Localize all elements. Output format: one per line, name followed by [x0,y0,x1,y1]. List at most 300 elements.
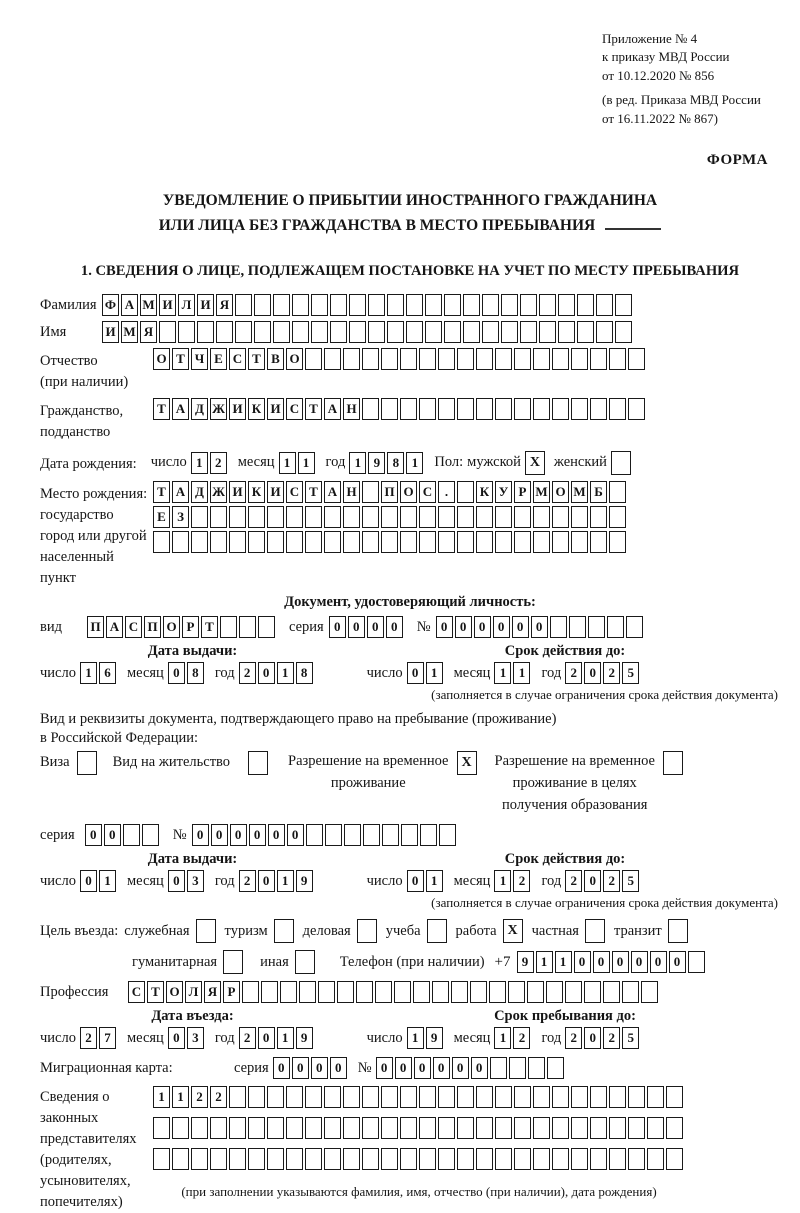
char-cell[interactable] [501,321,518,343]
char-cell[interactable] [603,981,620,1003]
char-cell[interactable] [286,531,303,553]
char-cell[interactable] [381,531,398,553]
char-cell[interactable]: 0 [249,824,266,846]
char-cell[interactable] [628,398,645,420]
char-cell[interactable]: М [121,321,138,343]
char-cell[interactable] [343,1086,360,1108]
char-cell[interactable] [292,321,309,343]
char-cell[interactable]: 0 [211,824,228,846]
char-cell[interactable] [362,531,379,553]
char-cell[interactable] [514,531,531,553]
char-cell[interactable]: 0 [650,951,667,973]
char-cell[interactable] [547,1057,564,1079]
char-cell[interactable] [254,321,271,343]
char-cell[interactable] [647,1148,664,1170]
char-cell[interactable] [305,1086,322,1108]
char-cell[interactable]: 1 [494,1027,511,1049]
char-cell[interactable] [590,1086,607,1108]
char-cell[interactable] [305,348,322,370]
char-cell[interactable]: 0 [104,824,121,846]
char-cell[interactable] [533,348,550,370]
char-cell[interactable] [539,321,556,343]
char-cell[interactable] [267,1148,284,1170]
char-cell[interactable] [311,294,328,316]
char-cell[interactable]: 0 [80,870,97,892]
char-cell[interactable]: 2 [565,662,582,684]
char-cell[interactable]: Б [590,481,607,503]
char-cell[interactable]: 0 [376,1057,393,1079]
char-cell[interactable] [419,1117,436,1139]
char-cell[interactable] [325,824,342,846]
char-cell[interactable]: 0 [268,824,285,846]
char-cell[interactable]: 0 [531,616,548,638]
char-cell[interactable] [457,1086,474,1108]
temp-permit-checkbox[interactable]: X [457,751,477,775]
char-cell[interactable] [626,616,643,638]
char-cell[interactable]: О [153,348,170,370]
char-cell[interactable]: 0 [414,1057,431,1079]
char-cell[interactable] [527,981,544,1003]
char-cell[interactable] [324,1117,341,1139]
char-cell[interactable]: 2 [239,1027,256,1049]
char-cell[interactable] [419,1148,436,1170]
char-cell[interactable]: 2 [513,1027,530,1049]
char-cell[interactable]: 0 [258,1027,275,1049]
char-cell[interactable]: 5 [622,662,639,684]
char-cell[interactable] [153,1117,170,1139]
char-cell[interactable]: 2 [565,870,582,892]
char-cell[interactable] [229,531,246,553]
char-cell[interactable] [457,1148,474,1170]
char-cell[interactable] [172,1117,189,1139]
char-cell[interactable] [508,981,525,1003]
char-cell[interactable] [305,1117,322,1139]
char-cell[interactable] [381,348,398,370]
char-cell[interactable] [400,348,417,370]
char-cell[interactable]: 2 [603,662,620,684]
char-cell[interactable]: 0 [584,870,601,892]
char-cell[interactable]: 0 [493,616,510,638]
char-cell[interactable] [688,951,705,973]
char-cell[interactable]: С [286,481,303,503]
char-cell[interactable] [258,616,275,638]
char-cell[interactable] [286,1086,303,1108]
char-cell[interactable]: Н [343,481,360,503]
char-cell[interactable]: Т [153,481,170,503]
residence-permit-checkbox[interactable] [248,751,268,775]
char-cell[interactable] [400,506,417,528]
char-cell[interactable] [210,531,227,553]
char-cell[interactable]: А [172,398,189,420]
char-cell[interactable] [476,1086,493,1108]
char-cell[interactable]: К [248,481,265,503]
char-cell[interactable]: 1 [555,951,572,973]
char-cell[interactable] [609,1086,626,1108]
char-cell[interactable]: 1 [153,1086,170,1108]
char-cell[interactable]: О [552,481,569,503]
char-cell[interactable]: 1 [298,452,315,474]
char-cell[interactable] [666,1086,683,1108]
char-cell[interactable]: С [125,616,142,638]
char-cell[interactable] [615,321,632,343]
char-cell[interactable] [533,531,550,553]
char-cell[interactable] [438,1148,455,1170]
char-cell[interactable] [419,348,436,370]
char-cell[interactable] [210,1148,227,1170]
char-cell[interactable]: Н [343,398,360,420]
char-cell[interactable] [552,1148,569,1170]
char-cell[interactable] [438,531,455,553]
char-cell[interactable]: Д [191,398,208,420]
char-cell[interactable]: М [140,294,157,316]
char-cell[interactable] [419,398,436,420]
char-cell[interactable] [305,1148,322,1170]
char-cell[interactable] [533,398,550,420]
char-cell[interactable] [514,1086,531,1108]
char-cell[interactable] [609,348,626,370]
char-cell[interactable]: 9 [517,951,534,973]
char-cell[interactable] [546,981,563,1003]
char-cell[interactable] [229,1117,246,1139]
char-cell[interactable] [387,294,404,316]
char-cell[interactable]: 2 [210,1086,227,1108]
char-cell[interactable]: Р [514,481,531,503]
char-cell[interactable] [463,321,480,343]
turizm-checkbox[interactable] [274,919,294,943]
char-cell[interactable] [324,1148,341,1170]
char-cell[interactable]: 0 [631,951,648,973]
char-cell[interactable]: Л [178,294,195,316]
char-cell[interactable] [609,1148,626,1170]
char-cell[interactable]: 0 [471,1057,488,1079]
char-cell[interactable]: 1 [536,951,553,973]
char-cell[interactable] [457,348,474,370]
char-cell[interactable] [558,321,575,343]
char-cell[interactable] [261,981,278,1003]
char-cell[interactable] [509,1057,526,1079]
char-cell[interactable]: Т [172,348,189,370]
char-cell[interactable]: 0 [168,662,185,684]
char-cell[interactable] [267,506,284,528]
char-cell[interactable] [229,1086,246,1108]
char-cell[interactable] [495,398,512,420]
char-cell[interactable] [142,824,159,846]
char-cell[interactable] [609,506,626,528]
char-cell[interactable] [235,321,252,343]
char-cell[interactable]: 0 [330,1057,347,1079]
char-cell[interactable] [305,506,322,528]
char-cell[interactable]: 0 [230,824,247,846]
char-cell[interactable]: 0 [329,616,346,638]
char-cell[interactable] [248,1148,265,1170]
char-cell[interactable] [273,294,290,316]
char-cell[interactable]: И [267,398,284,420]
char-cell[interactable]: 5 [622,1027,639,1049]
char-cell[interactable] [362,1117,379,1139]
char-cell[interactable]: 0 [287,824,304,846]
char-cell[interactable] [267,1117,284,1139]
char-cell[interactable]: Т [201,616,218,638]
char-cell[interactable]: 7 [99,1027,116,1049]
char-cell[interactable] [381,1148,398,1170]
char-cell[interactable] [552,506,569,528]
char-cell[interactable]: И [102,321,119,343]
char-cell[interactable]: Т [305,398,322,420]
char-cell[interactable] [609,1117,626,1139]
char-cell[interactable]: 9 [296,870,313,892]
char-cell[interactable] [495,506,512,528]
char-cell[interactable]: К [476,481,493,503]
char-cell[interactable]: 1 [80,662,97,684]
char-cell[interactable] [584,981,601,1003]
char-cell[interactable]: 0 [292,1057,309,1079]
char-cell[interactable] [457,1117,474,1139]
char-cell[interactable] [406,321,423,343]
char-cell[interactable] [565,981,582,1003]
char-cell[interactable] [590,506,607,528]
char-cell[interactable] [349,321,366,343]
char-cell[interactable] [577,321,594,343]
char-cell[interactable] [571,531,588,553]
title-blank-line[interactable] [605,218,661,230]
char-cell[interactable] [349,294,366,316]
char-cell[interactable]: 1 [172,1086,189,1108]
char-cell[interactable]: Л [185,981,202,1003]
char-cell[interactable] [324,531,341,553]
char-cell[interactable] [641,981,658,1003]
char-cell[interactable] [286,1148,303,1170]
char-cell[interactable]: 0 [348,616,365,638]
char-cell[interactable]: С [286,398,303,420]
char-cell[interactable]: А [324,398,341,420]
char-cell[interactable] [438,1117,455,1139]
char-cell[interactable]: 0 [311,1057,328,1079]
char-cell[interactable]: У [495,481,512,503]
char-cell[interactable] [419,506,436,528]
char-cell[interactable] [210,506,227,528]
char-cell[interactable]: О [286,348,303,370]
char-cell[interactable]: 0 [574,951,591,973]
char-cell[interactable] [343,531,360,553]
char-cell[interactable] [210,1117,227,1139]
char-cell[interactable]: 0 [584,662,601,684]
char-cell[interactable] [463,294,480,316]
char-cell[interactable] [432,981,449,1003]
char-cell[interactable] [406,294,423,316]
char-cell[interactable]: 0 [273,1057,290,1079]
char-cell[interactable] [482,321,499,343]
char-cell[interactable] [476,348,493,370]
char-cell[interactable] [381,398,398,420]
char-cell[interactable] [216,321,233,343]
char-cell[interactable]: В [267,348,284,370]
char-cell[interactable] [191,531,208,553]
char-cell[interactable] [153,1148,170,1170]
char-cell[interactable]: 2 [603,870,620,892]
char-cell[interactable] [438,1086,455,1108]
char-cell[interactable] [539,294,556,316]
char-cell[interactable] [292,294,309,316]
char-cell[interactable]: П [144,616,161,638]
char-cell[interactable] [571,1086,588,1108]
char-cell[interactable] [248,506,265,528]
char-cell[interactable]: А [324,481,341,503]
char-cell[interactable]: Р [182,616,199,638]
char-cell[interactable]: 2 [239,662,256,684]
char-cell[interactable] [571,1117,588,1139]
char-cell[interactable]: 1 [99,870,116,892]
char-cell[interactable] [438,506,455,528]
char-cell[interactable]: 0 [436,616,453,638]
char-cell[interactable] [609,481,626,503]
char-cell[interactable]: 0 [168,870,185,892]
char-cell[interactable] [178,321,195,343]
char-cell[interactable] [571,348,588,370]
char-cell[interactable]: 2 [191,1086,208,1108]
char-cell[interactable]: А [106,616,123,638]
char-cell[interactable]: 0 [386,616,403,638]
char-cell[interactable] [571,1148,588,1170]
char-cell[interactable]: 0 [85,824,102,846]
char-cell[interactable]: Т [147,981,164,1003]
char-cell[interactable] [425,294,442,316]
char-cell[interactable] [457,481,474,503]
gender-female-checkbox[interactable] [611,451,631,475]
ucheba-checkbox[interactable] [427,919,447,943]
char-cell[interactable] [514,348,531,370]
char-cell[interactable] [438,348,455,370]
char-cell[interactable]: 8 [387,452,404,474]
char-cell[interactable]: Т [248,348,265,370]
char-cell[interactable]: 1 [426,870,443,892]
char-cell[interactable] [235,294,252,316]
char-cell[interactable]: А [172,481,189,503]
char-cell[interactable]: 2 [513,870,530,892]
sluzhebnaya-checkbox[interactable] [196,919,216,943]
char-cell[interactable] [666,1117,683,1139]
char-cell[interactable] [569,616,586,638]
char-cell[interactable]: Р [223,981,240,1003]
char-cell[interactable] [438,398,455,420]
char-cell[interactable]: 0 [258,870,275,892]
char-cell[interactable]: 1 [279,452,296,474]
char-cell[interactable]: С [229,348,246,370]
char-cell[interactable] [552,348,569,370]
char-cell[interactable] [533,1148,550,1170]
char-cell[interactable] [628,348,645,370]
char-cell[interactable] [495,1086,512,1108]
char-cell[interactable]: 0 [433,1057,450,1079]
char-cell[interactable] [647,1117,664,1139]
char-cell[interactable] [457,506,474,528]
char-cell[interactable]: И [197,294,214,316]
char-cell[interactable] [666,1148,683,1170]
char-cell[interactable]: 1 [426,662,443,684]
char-cell[interactable]: 0 [612,951,629,973]
char-cell[interactable] [248,1117,265,1139]
char-cell[interactable]: Е [153,506,170,528]
char-cell[interactable] [197,321,214,343]
char-cell[interactable]: 9 [296,1027,313,1049]
char-cell[interactable] [286,506,303,528]
char-cell[interactable]: А [121,294,138,316]
char-cell[interactable] [362,1148,379,1170]
char-cell[interactable] [387,321,404,343]
char-cell[interactable]: С [128,981,145,1003]
char-cell[interactable] [439,824,456,846]
char-cell[interactable]: М [571,481,588,503]
char-cell[interactable] [571,398,588,420]
inaya-checkbox[interactable] [295,950,315,974]
chastnaya-checkbox[interactable] [585,919,605,943]
char-cell[interactable] [628,1117,645,1139]
char-cell[interactable]: О [400,481,417,503]
char-cell[interactable] [381,506,398,528]
char-cell[interactable]: 3 [187,870,204,892]
char-cell[interactable]: Я [204,981,221,1003]
char-cell[interactable]: 6 [99,662,116,684]
char-cell[interactable] [552,1117,569,1139]
char-cell[interactable]: 1 [277,662,294,684]
char-cell[interactable] [609,531,626,553]
char-cell[interactable] [607,616,624,638]
char-cell[interactable]: 8 [296,662,313,684]
char-cell[interactable] [401,824,418,846]
char-cell[interactable] [299,981,316,1003]
char-cell[interactable]: Т [153,398,170,420]
char-cell[interactable] [280,981,297,1003]
char-cell[interactable] [362,348,379,370]
char-cell[interactable] [254,294,271,316]
char-cell[interactable]: П [381,481,398,503]
char-cell[interactable] [444,294,461,316]
char-cell[interactable]: Я [140,321,157,343]
char-cell[interactable] [343,1148,360,1170]
char-cell[interactable] [514,398,531,420]
char-cell[interactable]: 2 [565,1027,582,1049]
char-cell[interactable] [550,616,567,638]
char-cell[interactable]: 0 [512,616,529,638]
char-cell[interactable] [229,1148,246,1170]
char-cell[interactable] [451,981,468,1003]
char-cell[interactable]: Д [191,481,208,503]
char-cell[interactable] [191,506,208,528]
char-cell[interactable] [172,531,189,553]
char-cell[interactable]: О [166,981,183,1003]
char-cell[interactable]: 0 [168,1027,185,1049]
char-cell[interactable] [306,824,323,846]
char-cell[interactable]: 1 [277,1027,294,1049]
visa-checkbox[interactable] [77,751,97,775]
char-cell[interactable]: 3 [187,1027,204,1049]
char-cell[interactable]: 0 [395,1057,412,1079]
char-cell[interactable] [191,1117,208,1139]
char-cell[interactable]: О [163,616,180,638]
char-cell[interactable]: 0 [367,616,384,638]
char-cell[interactable] [242,981,259,1003]
char-cell[interactable] [596,321,613,343]
char-cell[interactable] [343,506,360,528]
char-cell[interactable] [476,531,493,553]
char-cell[interactable]: Я [216,294,233,316]
char-cell[interactable] [324,348,341,370]
char-cell[interactable]: 9 [368,452,385,474]
char-cell[interactable] [159,321,176,343]
char-cell[interactable]: И [159,294,176,316]
char-cell[interactable] [375,981,392,1003]
char-cell[interactable] [123,824,140,846]
char-cell[interactable] [305,531,322,553]
